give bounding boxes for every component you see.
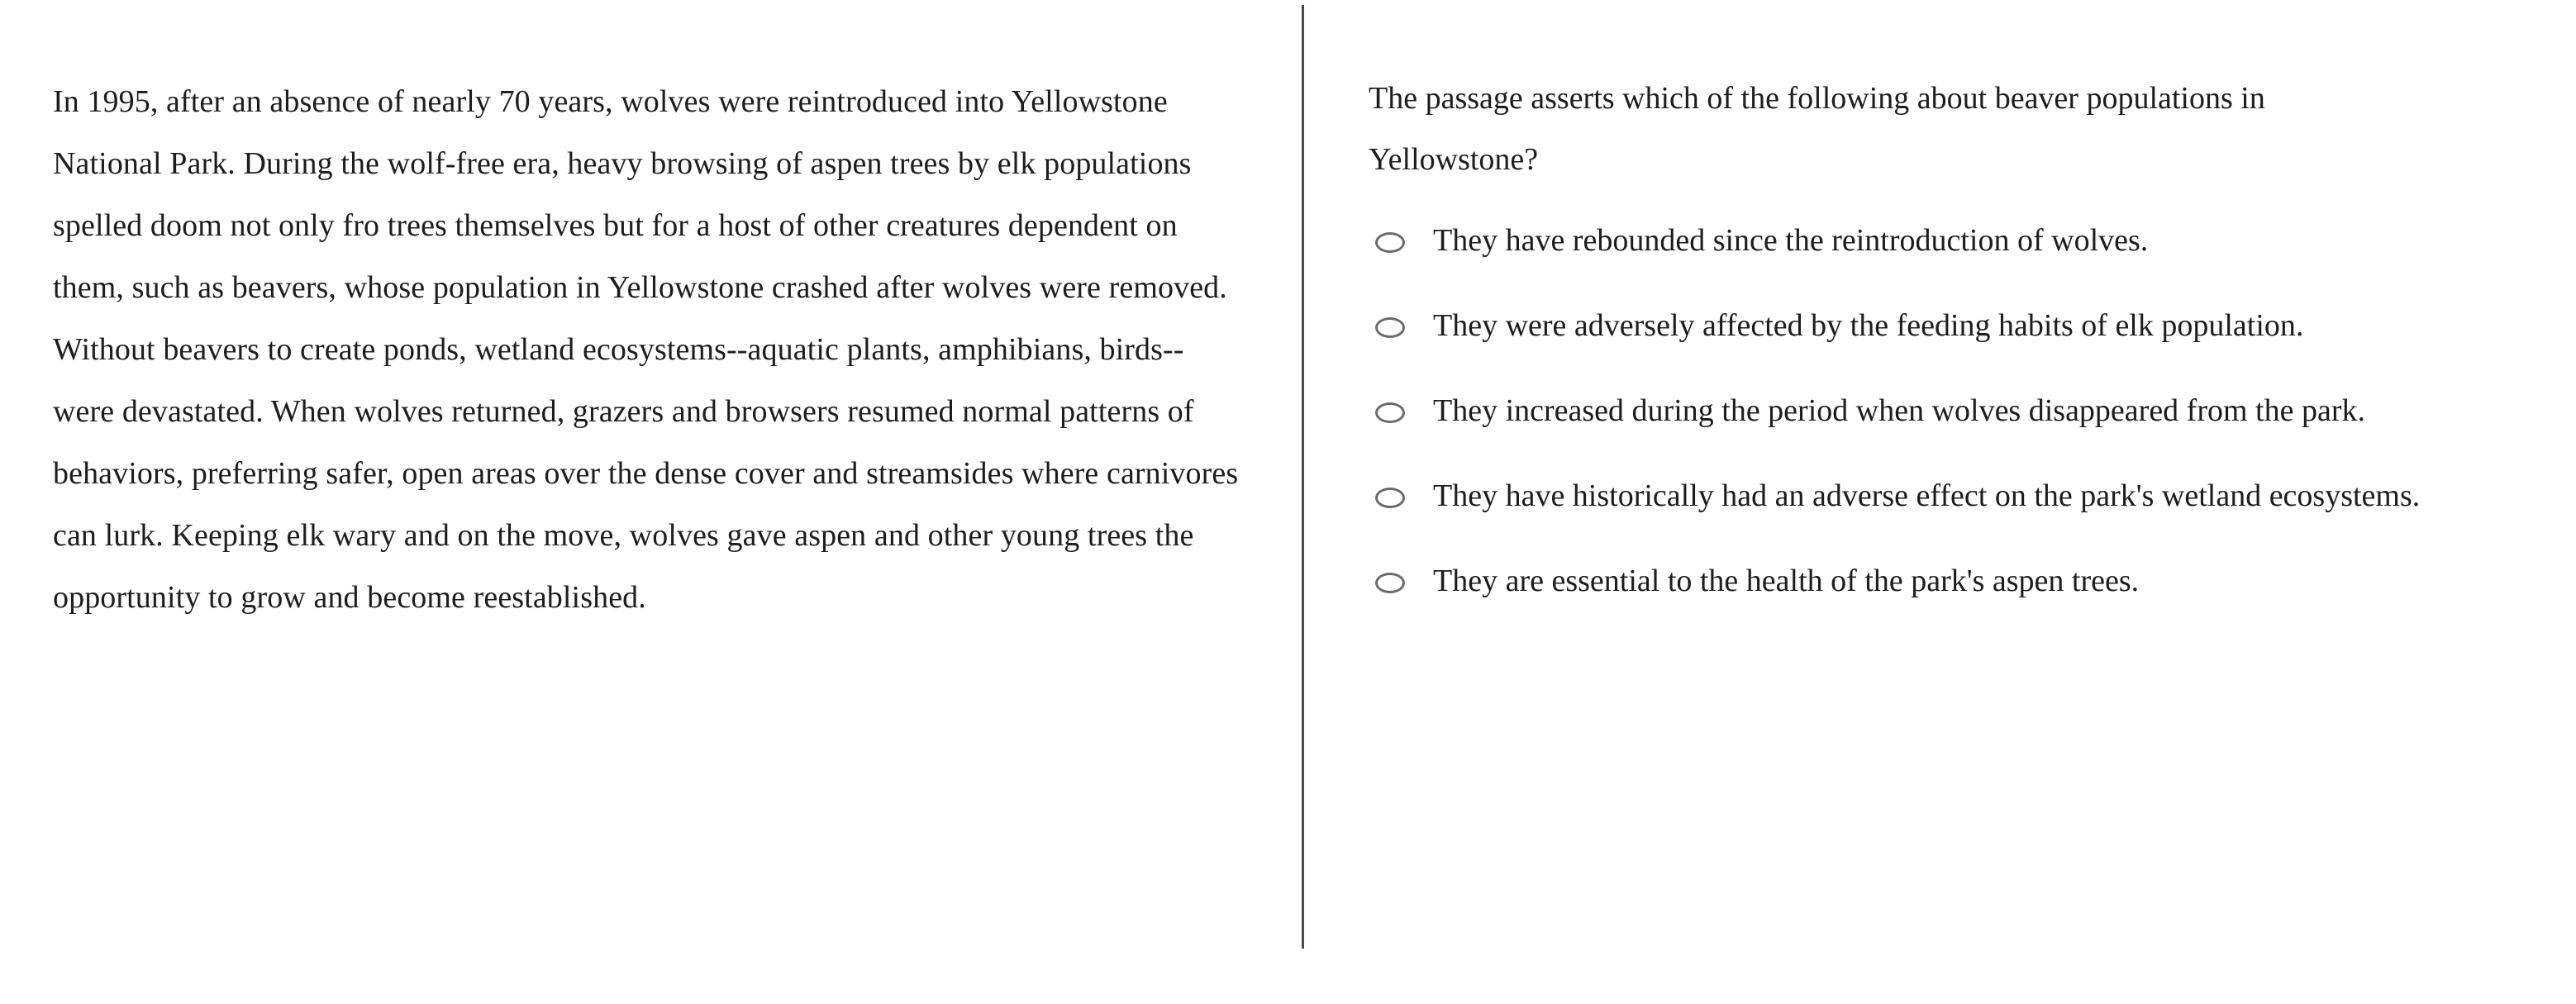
question-panel — [1304, 0, 2576, 635]
answer-choice-label: They were adversely affected by the feeding habits of elk population. — [1433, 308, 2304, 343]
answer-choice-option[interactable] — [1369, 210, 2543, 271]
answer-choice-option[interactable] — [1369, 380, 2543, 441]
answer-choice-label: They are essential to the health of the park's aspen trees. — [1433, 564, 2140, 598]
passage-text: In 1995, after an absence of nearly 70 years, wolves were reintroduced into Yellowstone National Park. During the wolf-free era, heavy browsing of aspen trees by elk populations spelled doom not only fro trees themselves but for a host of other creatures dependent on them, such as beavers, whose population in Yellowstone crashed after wolves were removed. Without beavers to create ponds, wetland ecosystems--aquatic plants, amphibians, birds--were devastated. When wolves returned, grazers and browsers resumed normal patterns of behaviors, preferring safer, open areas over the dense cover and streamsides where carnivores can lurk. Keeping elk wary and on the move, wolves gave aspen and other young trees the opportunity to grow and become reestablished. — [53, 84, 1239, 615]
question-stem: The passage asserts which of the following about beaver populations in Yellowstone? — [1369, 81, 2265, 177]
radio-button-icon[interactable] — [1375, 402, 1405, 423]
passage-panel — [0, 0, 1302, 660]
answer-choice-label: They have rebounded since the reintroduction of wolves. — [1433, 223, 2149, 258]
answer-choice-option[interactable] — [1369, 295, 2543, 356]
radio-button-icon[interactable] — [1375, 573, 1405, 593]
radio-button-icon[interactable] — [1375, 317, 1405, 338]
answer-choice-label: They increased during the period when wolves disappeared from the park. — [1433, 393, 2365, 428]
radio-button-icon[interactable] — [1375, 232, 1405, 253]
radio-button-icon[interactable] — [1375, 488, 1405, 508]
answer-choice-option[interactable] — [1369, 465, 2543, 526]
answer-choice-option[interactable] — [1369, 550, 2543, 611]
answer-choice-list — [1369, 210, 2543, 611]
answer-choice-label: They have historically had an adverse effect on the park's wetland ecosystems. — [1433, 478, 2421, 513]
